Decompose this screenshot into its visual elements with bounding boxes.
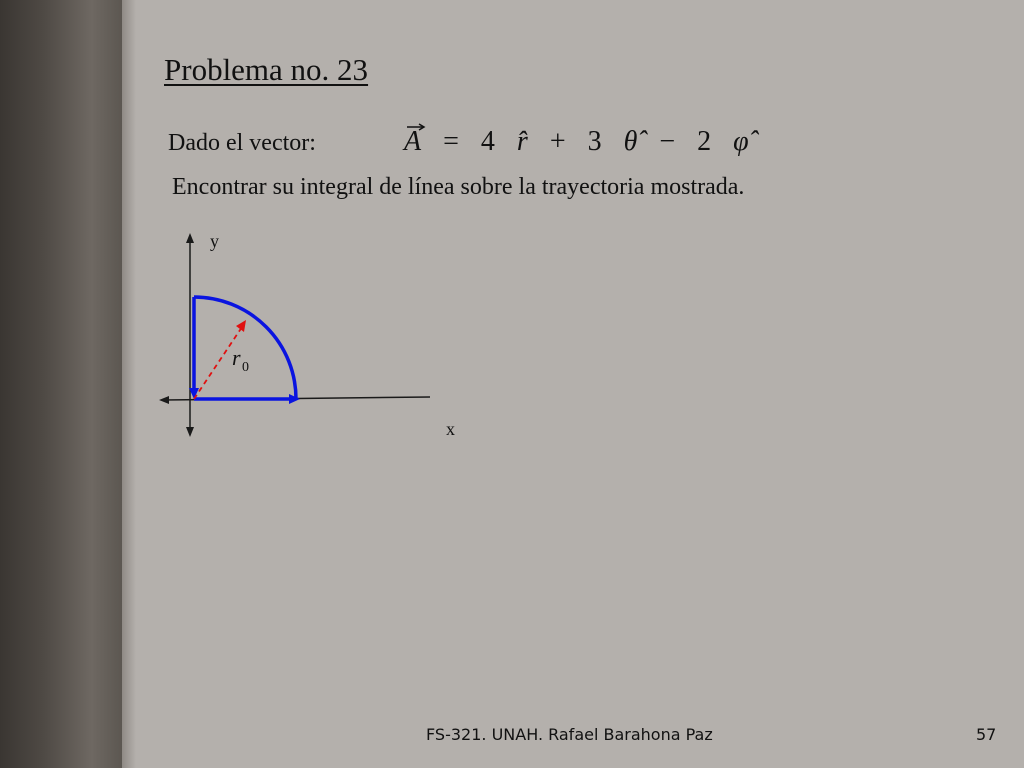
x-axis-arrow-left-icon [159,396,169,404]
x-axis-label: x [446,419,455,439]
y-axis-arrow-up-icon [186,233,194,243]
coefficient-r: 4 [480,126,495,157]
radius-arrow-icon [236,320,246,332]
coefficient-phi: 2 [697,126,712,157]
radius-subscript: 0 [242,360,249,375]
minus-operator: − [659,126,676,157]
equals-sign: = [443,126,459,157]
slide-title: Problema no. 23 [164,52,369,87]
given-vector-label: Dado el vector: [168,130,316,156]
task-statement: Encontrar su integral de línea sobre la trayectoria mostrada. [172,174,745,200]
vector-letter: A [404,126,422,157]
y-axis-label: y [210,231,219,251]
arc-segment [194,297,296,399]
path-diagram [150,225,470,445]
footer-text: FS-321. UNAH. Rafael Barahona Paz [426,725,713,744]
vector-equation [404,126,749,158]
radius-label: r [232,345,241,370]
unit-vector-phi: φ̂ [733,126,749,157]
plus-operator: + [549,126,566,157]
vector-arrow-icon [406,122,426,132]
y-axis-arrow-down-icon [186,427,194,437]
coefficient-theta: 3 [587,126,602,157]
side-decoration-bar [0,0,122,768]
page-number: 57 [976,725,997,744]
side-decoration-shadow [122,0,136,768]
unit-vector-theta: θ̂ [623,126,638,157]
unit-vector-r: r̂ [516,126,528,157]
vector-symbol [404,126,421,158]
